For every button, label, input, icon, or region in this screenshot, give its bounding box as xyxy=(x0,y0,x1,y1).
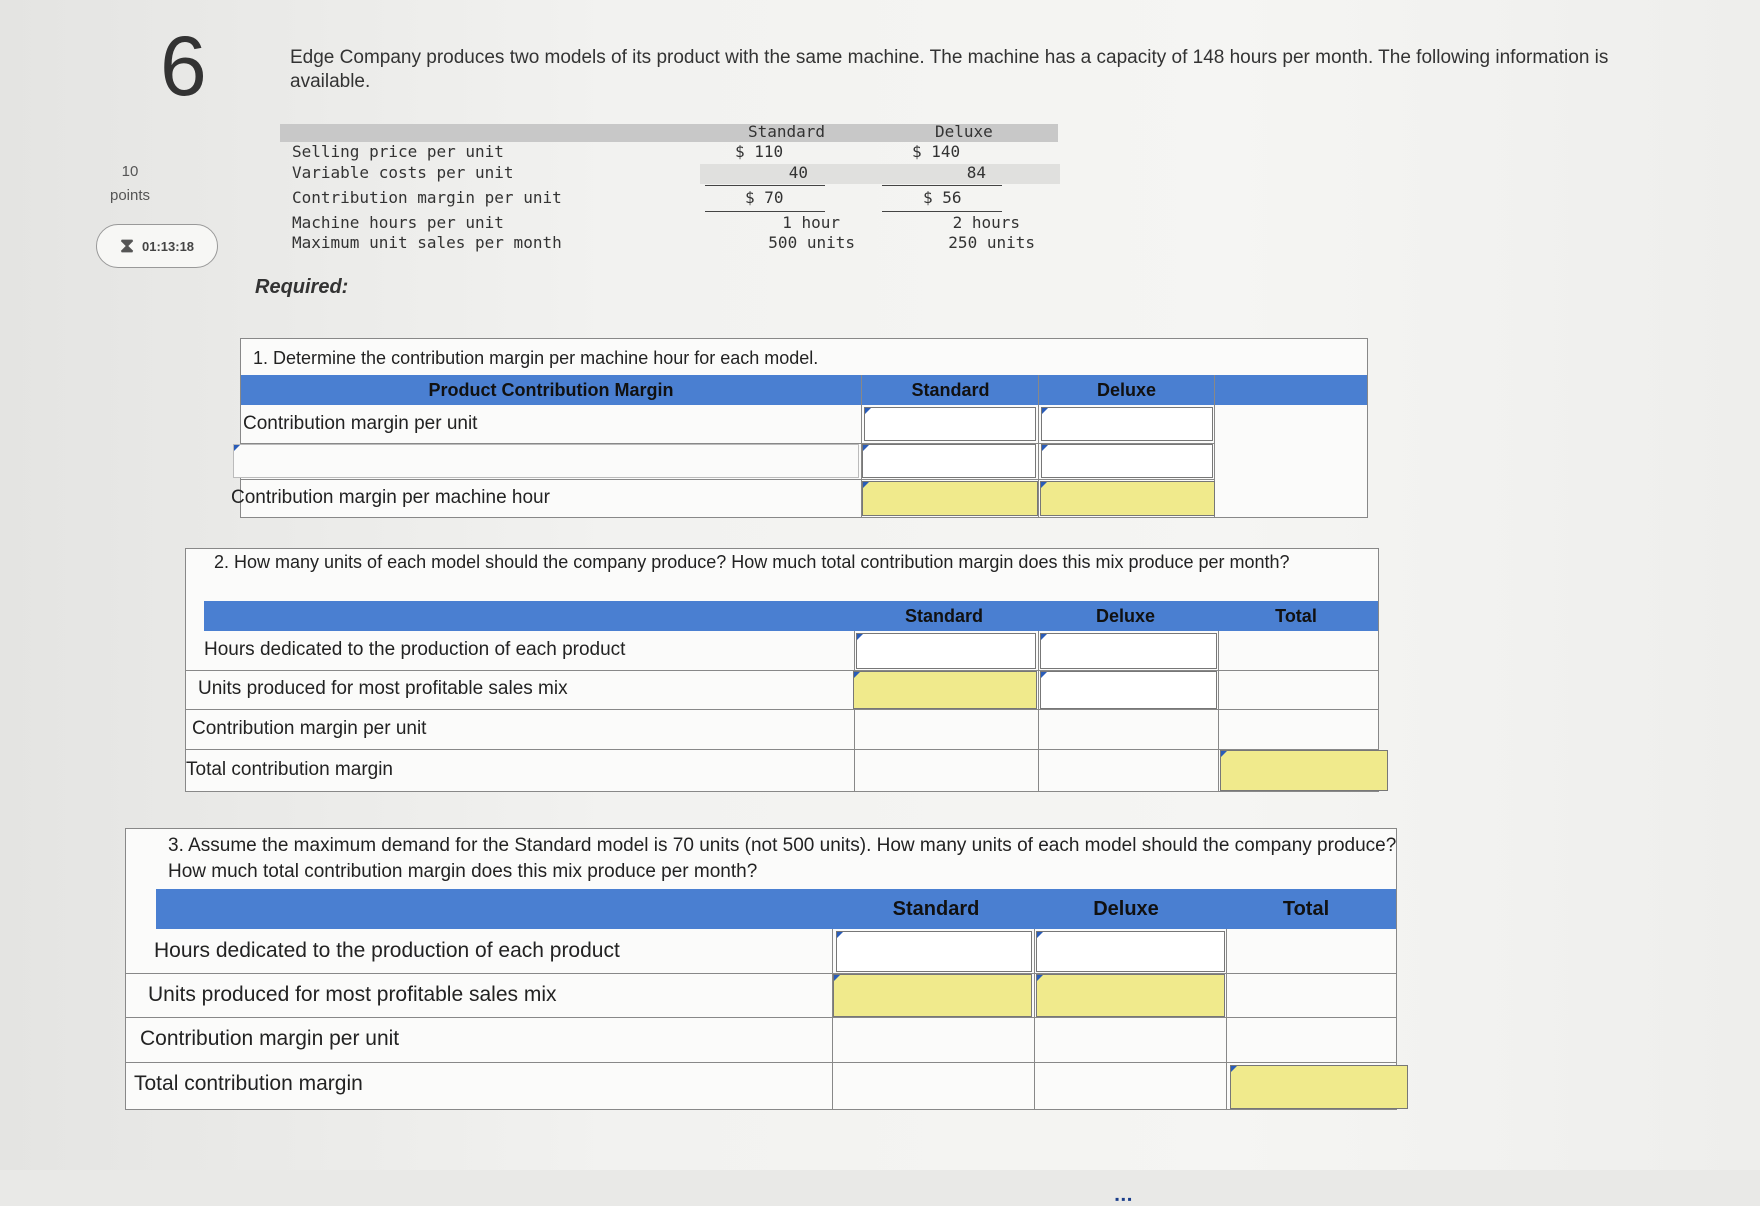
question-intro: Edge Company produces two models of its product with the same machine. The machine has a capacity of 148 hours per month. The following information is available. xyxy=(290,47,1609,92)
part2-row-label: Hours dedicated to the production of each product xyxy=(204,639,626,660)
part3-standard-hours-input[interactable] xyxy=(836,931,1032,972)
question-number: 6 xyxy=(160,19,207,113)
part1-row-label: Contribution margin per unit xyxy=(243,413,478,434)
given-row-label: Contribution margin per unit xyxy=(292,188,562,207)
timer-value: 01:13:18 xyxy=(142,238,195,254)
part1-deluxe-cm-unit-input[interactable] xyxy=(1041,407,1213,441)
part3-row-label: Contribution margin per unit xyxy=(140,1027,400,1050)
given-row-label: Selling price per unit xyxy=(292,142,504,161)
given-header-deluxe: Deluxe xyxy=(935,122,993,141)
part2-header-row xyxy=(204,601,1378,631)
given-deluxe-value: $ 56 xyxy=(923,188,962,207)
part2-panel xyxy=(185,548,1379,792)
part3-header-total: Total xyxy=(1282,898,1330,920)
part3-deluxe-hours-input[interactable] xyxy=(1036,931,1225,972)
part2-total-cm-input[interactable] xyxy=(1220,750,1388,791)
part1-deluxe-cm-hour-input[interactable] xyxy=(1040,481,1215,516)
given-row xyxy=(280,163,1080,185)
hourglass-icon: ⧗ xyxy=(119,234,134,257)
part3-row-label: Hours dedicated to the production of each product xyxy=(154,939,620,962)
pagination-grid-icon[interactable]: ▪▪▪ xyxy=(1115,1192,1134,1206)
given-standard-value: $ 70 xyxy=(745,188,784,207)
part2-row-label: Units produced for most profitable sales mix xyxy=(198,678,568,699)
part2-row-label: Contribution margin per unit xyxy=(192,718,427,739)
given-standard-value: 1 hour xyxy=(782,213,840,232)
required-label: Required: xyxy=(255,276,349,298)
part3-standard-units-input[interactable] xyxy=(833,974,1032,1017)
part3-row-label: Units produced for most profitable sales mix xyxy=(148,983,557,1006)
points-value: 10 xyxy=(121,163,139,180)
part3-prompt: 3. Assume the maximum demand for the Standard model is 70 units (not 500 units). How many units of each model should the company produce? How much total contribution margin does this mix produce per month? xyxy=(168,835,1397,882)
part3-row-label: Total contribution margin xyxy=(134,1072,363,1095)
given-standard-value: 500 units xyxy=(768,233,855,252)
points-label: points xyxy=(109,187,151,204)
part2-standard-units-input[interactable] xyxy=(853,671,1037,709)
part1-row2-label-input[interactable] xyxy=(233,444,859,478)
part2-header-deluxe: Deluxe xyxy=(1095,606,1156,626)
points-info xyxy=(100,160,160,208)
given-standard-value: 40 xyxy=(788,163,808,182)
part1-row-label: Contribution margin per machine hour xyxy=(231,487,550,508)
part3-header-standard: Standard xyxy=(892,898,980,920)
part1-panel xyxy=(231,338,1368,518)
given-deluxe-value: 84 xyxy=(966,163,986,182)
part1-header-standard: Standard xyxy=(911,380,990,400)
given-row-label: Machine hours per unit xyxy=(292,213,504,232)
part1-deluxe-row2-input[interactable] xyxy=(1041,444,1213,478)
part3-header-deluxe: Deluxe xyxy=(1093,898,1159,920)
given-row xyxy=(280,188,1080,210)
given-row xyxy=(280,142,1080,164)
part1-prompt: 1. Determine the contribution margin per machine hour for each model. xyxy=(253,348,819,368)
given-row-label: Variable costs per unit xyxy=(292,163,514,182)
given-row-label: Maximum unit sales per month xyxy=(292,233,562,252)
part2-prompt: 2. How many units of each model should the company produce? How much total contribution margin does this mix produce per month? xyxy=(214,552,1290,572)
part1-header-title: Product Contribution Margin xyxy=(428,380,674,400)
given-standard-value: $ 110 xyxy=(735,142,784,161)
part3-deluxe-units-input[interactable] xyxy=(1036,974,1225,1017)
part1-header-row xyxy=(241,375,1367,405)
given-row xyxy=(280,233,1080,255)
part2-header-standard: Standard xyxy=(904,606,983,626)
part2-deluxe-units-input[interactable] xyxy=(1040,671,1217,709)
part1-standard-cm-hour-input[interactable] xyxy=(862,481,1038,516)
part3-total-cm-input[interactable] xyxy=(1230,1065,1408,1109)
part3-panel xyxy=(125,828,1397,1110)
part2-row-label: Total contribution margin xyxy=(186,759,393,780)
given-deluxe-value: 2 hours xyxy=(952,213,1020,232)
part1-standard-row2-input[interactable] xyxy=(862,444,1036,478)
given-deluxe-value: 250 units xyxy=(948,233,1035,252)
part1-standard-cm-unit-input[interactable] xyxy=(864,407,1036,441)
part2-standard-hours-input[interactable] xyxy=(856,633,1036,669)
part2-deluxe-hours-input[interactable] xyxy=(1040,633,1217,669)
given-row xyxy=(280,213,1080,235)
given-header-standard: Standard xyxy=(748,122,826,141)
part2-header-total: Total xyxy=(1275,606,1317,626)
part1-header-deluxe: Deluxe xyxy=(1096,380,1157,400)
part3-header-row xyxy=(156,889,1396,929)
timer[interactable] xyxy=(96,224,218,268)
given-deluxe-value: $ 140 xyxy=(912,142,961,161)
